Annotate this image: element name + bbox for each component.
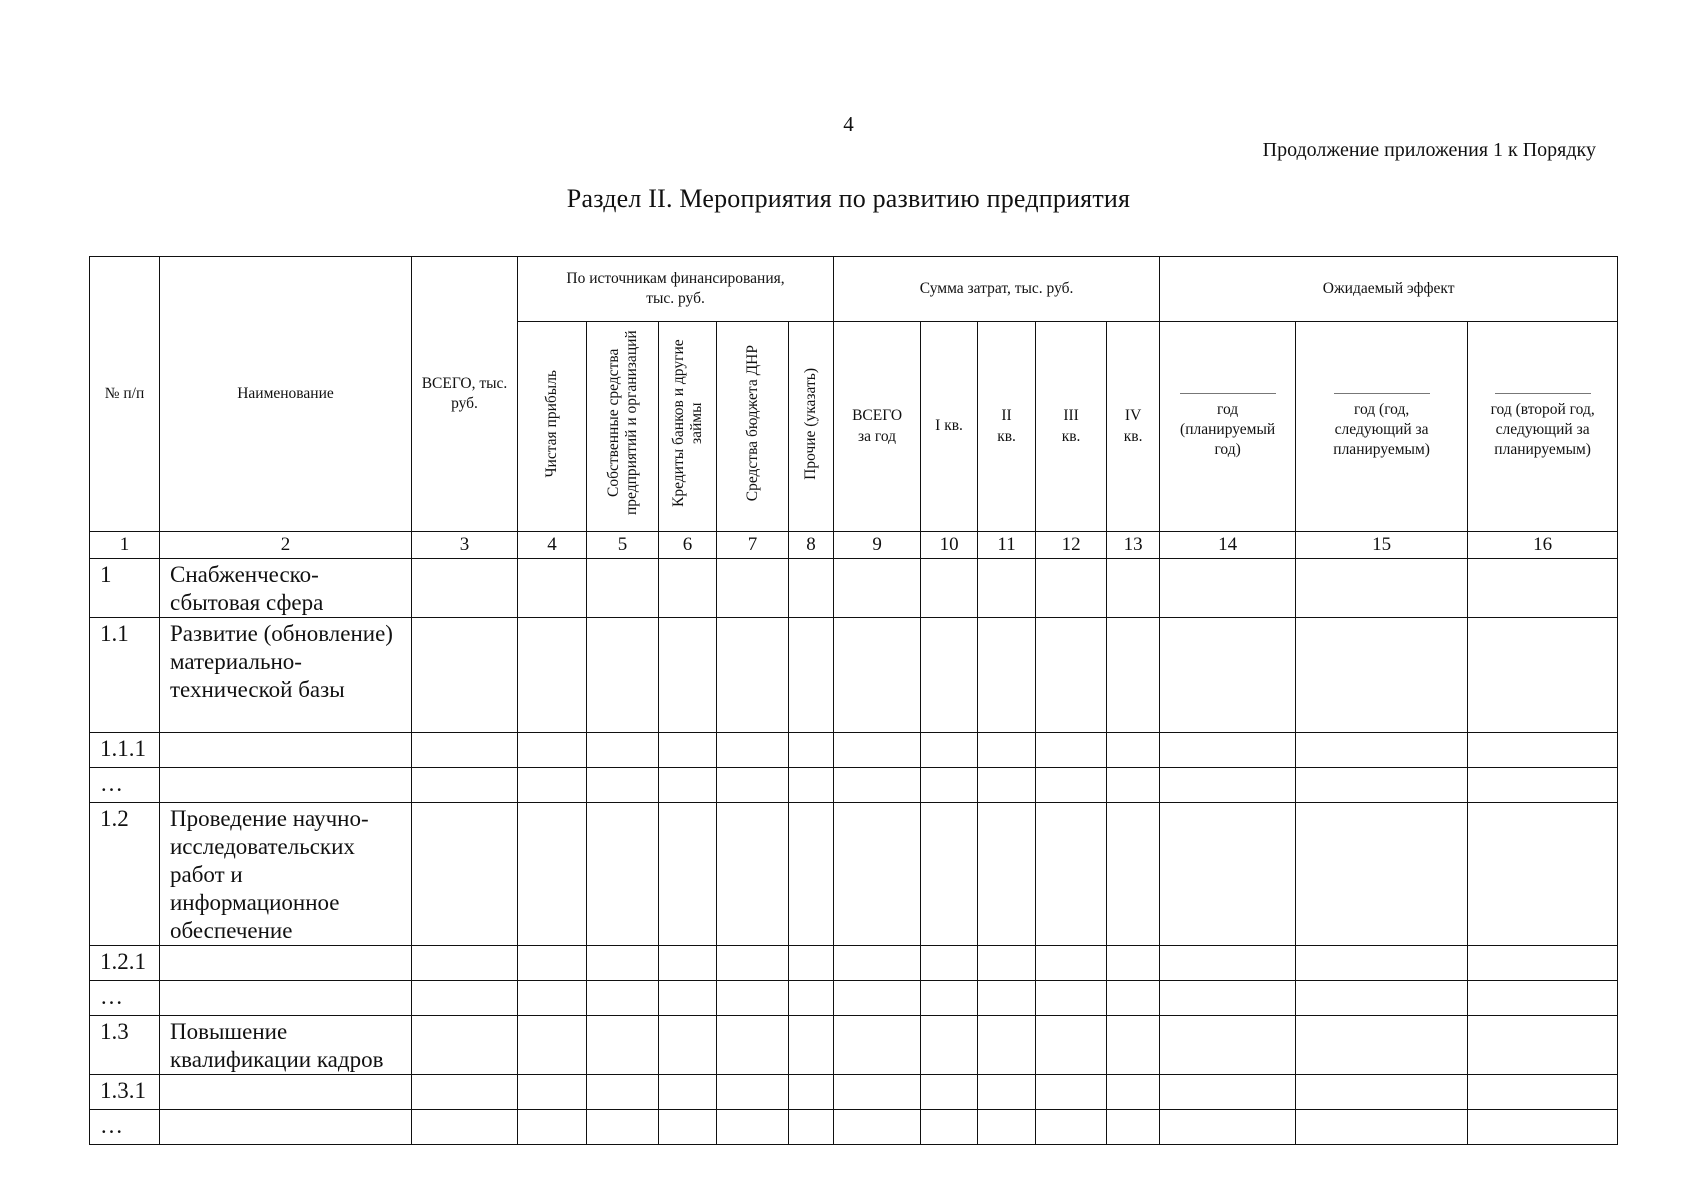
empty-cell [1107,981,1160,1016]
empty-cell [412,618,518,733]
empty-cell [834,981,921,1016]
empty-cell [587,1075,659,1110]
section-title: Раздел II. Мероприятия по развитию предприятия [566,184,1131,213]
row-name: Повышение квалификации кадров [160,1016,412,1075]
row-number: 1.3 [90,1016,160,1075]
empty-cell [518,803,587,946]
empty-cell [1468,733,1618,768]
empty-cell [1107,559,1160,618]
empty-cell [1160,559,1296,618]
empty-cell [978,803,1036,946]
header-financing-net-profit [518,322,587,532]
header-effect-group: Ожидаемый эффект [1160,257,1618,322]
empty-cell [1160,946,1296,981]
row-name: Проведение научно-исследовательских работ и информационное обеспечение [160,803,412,946]
header-costs-q2 [978,322,1036,532]
empty-cell [1160,1075,1296,1110]
column-number: 1 [90,532,160,559]
empty-cell [587,1016,659,1075]
empty-cell [1296,733,1468,768]
empty-cell [412,768,518,803]
header-effect-year2-label: год (год, следующий за планируемым) [1333,400,1430,459]
empty-cell [1160,1110,1296,1145]
empty-cell [1036,1110,1107,1145]
row-number: 1.3.1 [90,1075,160,1110]
row-number: 1 [90,559,160,618]
empty-cell [789,1110,834,1145]
empty-cell [834,768,921,803]
page-number: 4 [843,112,854,136]
column-number: 5 [587,532,659,559]
header-financing-group-label: По источникам финансирования, тыс. руб. [566,269,785,307]
empty-cell [834,559,921,618]
empty-cell [978,618,1036,733]
empty-cell [978,981,1036,1016]
empty-cell [587,768,659,803]
row-number: … [90,981,160,1016]
empty-cell [834,1075,921,1110]
empty-cell [1036,559,1107,618]
table-row [90,559,1618,618]
empty-cell [834,618,921,733]
empty-cell [518,559,587,618]
header-costs-q4 [1107,322,1160,532]
empty-cell [978,1016,1036,1075]
empty-cell [1468,618,1618,733]
empty-cell [659,1110,717,1145]
row-name [160,733,412,768]
continuation-note: Продолжение приложения 1 к Порядку [1262,139,1596,161]
header-total [412,257,518,532]
header-total-label: ВСЕГО, тыс. руб. [421,374,508,412]
empty-cell [518,1110,587,1145]
empty-cell [789,803,834,946]
header-name: Наименование [160,257,412,532]
empty-cell [717,946,789,981]
empty-cell [921,946,978,981]
empty-cell [921,618,978,733]
empty-cell [717,981,789,1016]
empty-cell [834,946,921,981]
empty-cell [1296,981,1468,1016]
empty-cell [978,946,1036,981]
empty-cell [1160,768,1296,803]
empty-cell [412,946,518,981]
empty-cell [659,768,717,803]
header-financing-net-profit-label: Чистая прибыль [543,369,561,478]
column-number: 14 [1160,532,1296,559]
header-effect-year1-label: год (планируемый год) [1180,400,1276,459]
empty-cell [978,1075,1036,1110]
empty-cell [921,1110,978,1145]
empty-cell [1036,618,1107,733]
empty-cell [1160,1016,1296,1075]
empty-cell [659,559,717,618]
empty-cell [717,559,789,618]
header-costs-q4-label: IV кв. [1123,407,1143,445]
header-effect-year3 [1468,322,1618,532]
header-costs-q1 [921,322,978,532]
empty-cell [1107,733,1160,768]
table-row [90,768,1618,803]
empty-cell [834,1016,921,1075]
empty-cell [1107,946,1160,981]
year-blank-line [1334,393,1430,394]
header-financing-group [518,257,834,322]
empty-cell [1036,946,1107,981]
year-blank-line [1180,393,1276,394]
row-number: … [90,1110,160,1145]
column-numbers-row [90,532,1618,559]
empty-cell [1160,803,1296,946]
table-row [90,618,1618,733]
empty-cell [1468,1016,1618,1075]
row-name [160,981,412,1016]
header-costs-q2-label: II кв. [997,407,1016,445]
empty-cell [1468,1075,1618,1110]
empty-cell [717,768,789,803]
empty-cell [659,1075,717,1110]
empty-cell [587,733,659,768]
empty-cell [789,618,834,733]
column-number: 3 [412,532,518,559]
empty-cell [1036,768,1107,803]
column-number: 16 [1468,532,1618,559]
empty-cell [978,768,1036,803]
header-effect-year2 [1296,322,1468,532]
empty-cell [1160,618,1296,733]
header-costs-total [834,322,921,532]
empty-cell [412,1110,518,1145]
empty-cell [1036,733,1107,768]
table-row [90,1075,1618,1110]
table-row [90,981,1618,1016]
column-number: 10 [921,532,978,559]
empty-cell [978,1110,1036,1145]
events-table [89,256,1618,1145]
column-number: 8 [789,532,834,559]
empty-cell [518,1016,587,1075]
header-financing-own-funds [587,322,659,532]
empty-cell [1296,946,1468,981]
row-number: 1.1.1 [90,733,160,768]
empty-cell [1107,768,1160,803]
empty-cell [1296,1110,1468,1145]
empty-cell [789,1016,834,1075]
header-costs-q3-label: III кв. [1061,407,1081,445]
empty-cell [518,981,587,1016]
empty-cell [717,803,789,946]
header-financing-bank-loans-label: Кредиты банков и другие займы [669,339,705,508]
empty-cell [834,803,921,946]
column-number: 7 [717,532,789,559]
empty-cell [587,946,659,981]
column-number: 4 [518,532,587,559]
empty-cell [587,803,659,946]
header-costs-total-label: ВСЕГО за год [852,407,903,445]
empty-cell [518,946,587,981]
empty-cell [1036,803,1107,946]
empty-cell [1107,1075,1160,1110]
empty-cell [587,1110,659,1145]
header-costs-group: Сумма затрат, тыс. руб. [834,257,1160,322]
table-row [90,803,1618,946]
empty-cell [789,733,834,768]
empty-cell [834,1110,921,1145]
empty-cell [1468,559,1618,618]
header-financing-budget-label: Средства бюджета ДНР [743,345,761,502]
empty-cell [1468,946,1618,981]
header-financing-own-funds-label: Собственные средства предприятий и организаций [604,331,640,516]
empty-cell [789,981,834,1016]
header-effect-year3-label: год (второй год, следующий за планируемым) [1490,400,1595,459]
empty-cell [412,1016,518,1075]
column-number: 9 [834,532,921,559]
row-number: 1.2 [90,803,160,946]
table-body [90,559,1618,1145]
empty-cell [1468,981,1618,1016]
row-number: 1.2.1 [90,946,160,981]
empty-cell [1468,803,1618,946]
empty-cell [789,768,834,803]
empty-cell [659,618,717,733]
table-row [90,733,1618,768]
empty-cell [659,946,717,981]
empty-cell [1107,803,1160,946]
row-name: Развитие (обновление) материально-технической базы [160,618,412,733]
empty-cell [1160,733,1296,768]
empty-cell [659,733,717,768]
empty-cell [789,1075,834,1110]
empty-cell [1468,768,1618,803]
row-name [160,1110,412,1145]
row-name: Снабженческо-сбытовая сфера [160,559,412,618]
column-number: 12 [1036,532,1107,559]
empty-cell [834,733,921,768]
empty-cell [1107,1016,1160,1075]
header-financing-bank-loans [659,322,717,532]
empty-cell [978,559,1036,618]
empty-cell [717,618,789,733]
empty-cell [659,1016,717,1075]
empty-cell [518,733,587,768]
empty-cell [1107,1110,1160,1145]
empty-cell [518,618,587,733]
empty-cell [518,768,587,803]
empty-cell [1107,618,1160,733]
column-number: 2 [160,532,412,559]
row-name [160,1075,412,1110]
empty-cell [1296,1016,1468,1075]
empty-cell [1468,1110,1618,1145]
empty-cell [717,1075,789,1110]
table-row [90,1110,1618,1145]
column-number: 11 [978,532,1036,559]
empty-cell [921,768,978,803]
empty-cell [978,733,1036,768]
empty-cell [717,733,789,768]
empty-cell [412,559,518,618]
empty-cell [1036,1016,1107,1075]
empty-cell [1296,1075,1468,1110]
header-financing-budget [717,322,789,532]
empty-cell [1160,981,1296,1016]
header-financing-other [789,322,834,532]
empty-cell [921,803,978,946]
empty-cell [412,1075,518,1110]
empty-cell [717,1110,789,1145]
empty-cell [1296,559,1468,618]
empty-cell [717,1016,789,1075]
empty-cell [1296,768,1468,803]
empty-cell [921,733,978,768]
empty-cell [587,618,659,733]
empty-cell [1036,1075,1107,1110]
empty-cell [921,981,978,1016]
empty-cell [921,1075,978,1110]
column-number: 13 [1107,532,1160,559]
empty-cell [587,981,659,1016]
row-name [160,946,412,981]
header-effect-year1 [1160,322,1296,532]
header-costs-q3 [1036,322,1107,532]
empty-cell [518,1075,587,1110]
header-financing-other-label: Прочие (указать) [802,367,820,480]
empty-cell [659,803,717,946]
header-num: № п/п [90,257,160,532]
empty-cell [921,559,978,618]
empty-cell [412,803,518,946]
column-number: 15 [1296,532,1468,559]
table-row [90,946,1618,981]
row-number: 1.1 [90,618,160,733]
column-number: 6 [659,532,717,559]
empty-cell [412,981,518,1016]
table-row [90,1016,1618,1075]
year-blank-line [1495,393,1591,394]
empty-cell [1036,981,1107,1016]
header-costs-q1-label: I кв. [935,417,963,435]
empty-cell [659,981,717,1016]
empty-cell [412,733,518,768]
row-number: … [90,768,160,803]
empty-cell [921,1016,978,1075]
empty-cell [587,559,659,618]
empty-cell [789,559,834,618]
row-name [160,768,412,803]
empty-cell [1296,803,1468,946]
empty-cell [1296,618,1468,733]
empty-cell [789,946,834,981]
